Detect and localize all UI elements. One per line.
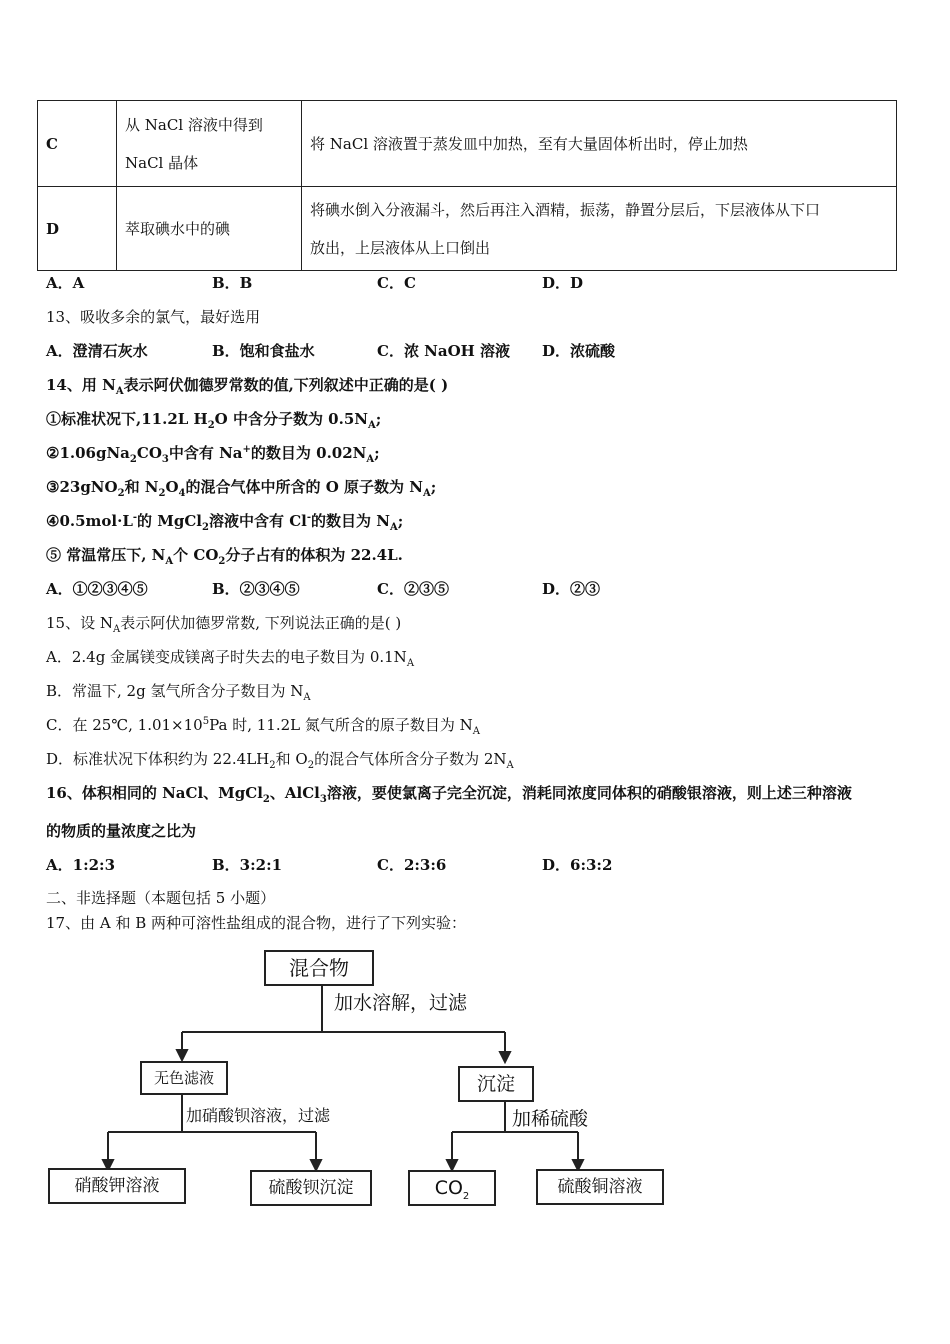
- q13-stem: 13、吸收多余的氯气，最好选用: [46, 308, 261, 326]
- choice-d: D．D: [542, 274, 584, 292]
- q15-option-b: B．常温下, 2g 氢气所含分子数目为 $N_A$: [46, 682, 311, 703]
- choice-d: D．②③: [542, 580, 601, 598]
- row-task: 萃取碘水中的碘: [117, 187, 302, 271]
- choice-c: C．②③⑤: [377, 580, 449, 598]
- options-table: [37, 100, 897, 271]
- q15-stem: 15、设 $N_A$表示阿伏加德罗常数, 下列说法正确的是( ): [46, 614, 402, 635]
- section-heading: 二、非选择题（本题包括 5 小题）: [46, 889, 276, 907]
- choice-a: A．①②③④⑤: [46, 580, 148, 598]
- q14-statement-3: ③23gNO$_2$和 $N_2O_4$的混合气体中所含的 O 原子数为 $N_A$;: [46, 478, 437, 499]
- kno3-box: 硝酸钾溶液: [48, 1168, 186, 1204]
- choice-a: A．1:2:3: [46, 856, 116, 874]
- choice-b: B．3:2:1: [212, 856, 283, 874]
- method-line: 将碘水倒入分液漏斗，然后再注入酒精，振荡，静置分层后，下层液体从下口: [310, 200, 821, 219]
- row-label: D: [38, 187, 117, 271]
- q14-stem: 14、用 $N_A$表示阿伏伽德罗常数的值,下列叙述中正确的是( ): [46, 376, 449, 397]
- step1-label: 加水溶解，过滤: [334, 992, 468, 1014]
- method-line: 将 NaCl 溶液置于蒸发皿中加热，至有大量固体析出时，停止加热: [310, 134, 748, 153]
- q14-statement-2: $②1.06gNa_2CO_3$中含有 Na+的数目为 $0.02N_A$;: [46, 444, 380, 465]
- q14-statement-4: ④0.5mol·L-的 MgCl$_2$溶液中含有 Cl-的数目为 $N_A$;: [46, 512, 404, 533]
- task-line: 从 NaCl 溶液中得到: [125, 115, 263, 134]
- q15-option-c: C．在 25℃, $1.01\times 10^5Pa$ 时, 11.2L 氮气所含的原子数目为 $N_A$: [46, 716, 481, 737]
- q15-option-d: D．标准状况下体积约为 $22.4LH_2$和 $O_2$的混合气体所含分子数为 $2N_A$: [46, 750, 514, 771]
- table-row: [38, 101, 897, 187]
- row-label: C: [38, 101, 117, 187]
- q14-statement-1: ①标准状况下,11.2L $H_2O$ 中含分子数为 $0.5N_A$;: [46, 410, 382, 431]
- choice-c: C．2:3:6: [377, 856, 447, 874]
- filtrate-box: 无色滤液: [140, 1061, 228, 1095]
- choice-a: A．A: [46, 274, 85, 292]
- row-method: [302, 101, 897, 187]
- mixture-box: 混合物: [264, 950, 374, 986]
- q15-option-a: A．2.4g 金属镁变成镁离子时失去的电子数目为 $0.1N_A$: [46, 648, 415, 669]
- row-method: [302, 187, 897, 271]
- choice-d: D．6:3:2: [542, 856, 613, 874]
- choice-b: B．B: [212, 274, 253, 292]
- row-task: [117, 101, 302, 187]
- q17-stem: 17、由 A 和 B 两种可溶性盐组成的混合物，进行了下列实验：: [46, 914, 467, 932]
- baso4-box: 硫酸钡沉淀: [250, 1170, 372, 1206]
- step3-label: 加稀硫酸: [512, 1108, 589, 1130]
- cuso4-box: 硫酸铜溶液: [536, 1169, 664, 1205]
- choice-d: D．浓硫酸: [542, 342, 616, 360]
- table-row: [38, 187, 897, 271]
- step2-label: 加硝酸钡溶液，过滤: [186, 1106, 331, 1125]
- co2-box: $CO_2$: [408, 1170, 496, 1206]
- choice-c: C．C: [377, 274, 416, 292]
- choice-a: A．澄清石灰水: [46, 342, 148, 360]
- method-line: 放出，上层液体从上口倒出: [310, 238, 491, 257]
- precipitate-box: 沉淀: [458, 1066, 534, 1102]
- task-line: NaCl 晶体: [125, 153, 199, 172]
- choice-b: B．②③④⑤: [212, 580, 300, 598]
- q16-stem-line1: 16、体积相同的 NaCl、MgCl$_2$、AlCl$_3$溶液，要使氯离子完全沉淀，消耗同浓度同体积的硝酸银溶液，则上述三种溶液: [46, 784, 852, 805]
- q16-stem-line2: 的物质的量浓度之比为: [46, 822, 197, 840]
- q14-statement-5: ⑤ 常温常压下, $N_A$个 $CO_2$分子占有的体积为 22.4L.: [46, 546, 403, 567]
- choice-b: B．饱和食盐水: [212, 342, 315, 360]
- choice-c: C．浓 NaOH 溶液: [377, 342, 511, 360]
